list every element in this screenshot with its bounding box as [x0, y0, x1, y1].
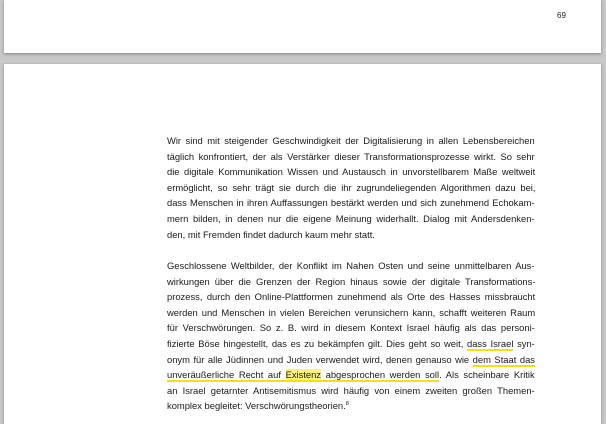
text-line: wirkungen über die Grenzen der Region hinaus sowie der digitale Transformations- — [167, 275, 536, 287]
underlined-text: unveräußerliche Recht auf — [167, 369, 286, 381]
text-line: ermöglicht, so sehr trägt sie durch die ihr zugrundeliegenden Algorithmen dazu bei, — [167, 181, 536, 193]
text-line: die digitale Kommunikation Wissen und Austausch in unvorstellbarem Maße weltweit — [167, 166, 536, 178]
paragraph-1 — [167, 133, 535, 242]
text-line: für Verschwörungen. So z. B. wird in diesem Kontext Israel häufig als das personi- — [167, 322, 535, 334]
previous-page — [4, 0, 601, 53]
text-segment: . Als scheinbare Kritik — [439, 369, 535, 381]
text-line — [167, 336, 535, 352]
text-line: den, mit Fremden findet dadurch kaum mehr statt. — [167, 228, 375, 240]
underlined-text: dass Israel — [467, 337, 514, 349]
text-segment: onym für alle Jüdinnen und Juden verwendet wird, denen genauso wie — [167, 353, 473, 365]
text-line: Wir sind mit steigender Geschwindigkeit der Digitalisierung in allen Lebensbereichen — [167, 135, 535, 146]
highlighted-text: Existenz — [285, 369, 321, 381]
text-line: mern bilden, in denen nur die eigene Meinung widerhallt. Dialog mit Andersdenken- — [167, 212, 535, 224]
text-line — [167, 352, 535, 368]
text-segment: fizierte Böse hingestellt, das es zu bekämpfen gilt. Dies geht so weit, — [167, 337, 467, 349]
paragraph-2 — [167, 258, 535, 414]
text-segment: syn- — [513, 337, 535, 349]
underlined-text: dem Staat das — [472, 353, 535, 365]
text-line — [167, 398, 535, 414]
text-line: prozess, durch den Online-Plattformen zunehmend als Orte des Hasses missbraucht — [167, 291, 536, 303]
footnote-reference[interactable]: 8 — [345, 401, 349, 408]
text-line: dass Menschen in ihren Auffassungen bestärkt werden und sich zunehmend Echokam- — [167, 197, 535, 209]
text-line: Geschlossene Weltbilder, der Konflikt im Nahen Osten und seine unmittelbaren Aus- — [167, 260, 535, 271]
text-line — [167, 367, 535, 383]
text-line: werden und Menschen in vielen Bereichen verunsichern kann, schafft weiteren Raum — [167, 306, 536, 318]
text-segment: komplex begleitet: Verschwörungstheorien. — [167, 400, 346, 412]
current-page — [4, 64, 601, 424]
underlined-text: abgesprochen werden soll — [321, 369, 440, 381]
text-line: an Israel getarnter Antisemitismus wird häufig von einem zweiten großen Themen- — [167, 384, 535, 396]
text-line: täglich konfrontiert, der als Verstärker dieser Transformationsprozesse wirkt. So sehr — [167, 150, 535, 162]
page-number: 69 — [557, 11, 566, 20]
